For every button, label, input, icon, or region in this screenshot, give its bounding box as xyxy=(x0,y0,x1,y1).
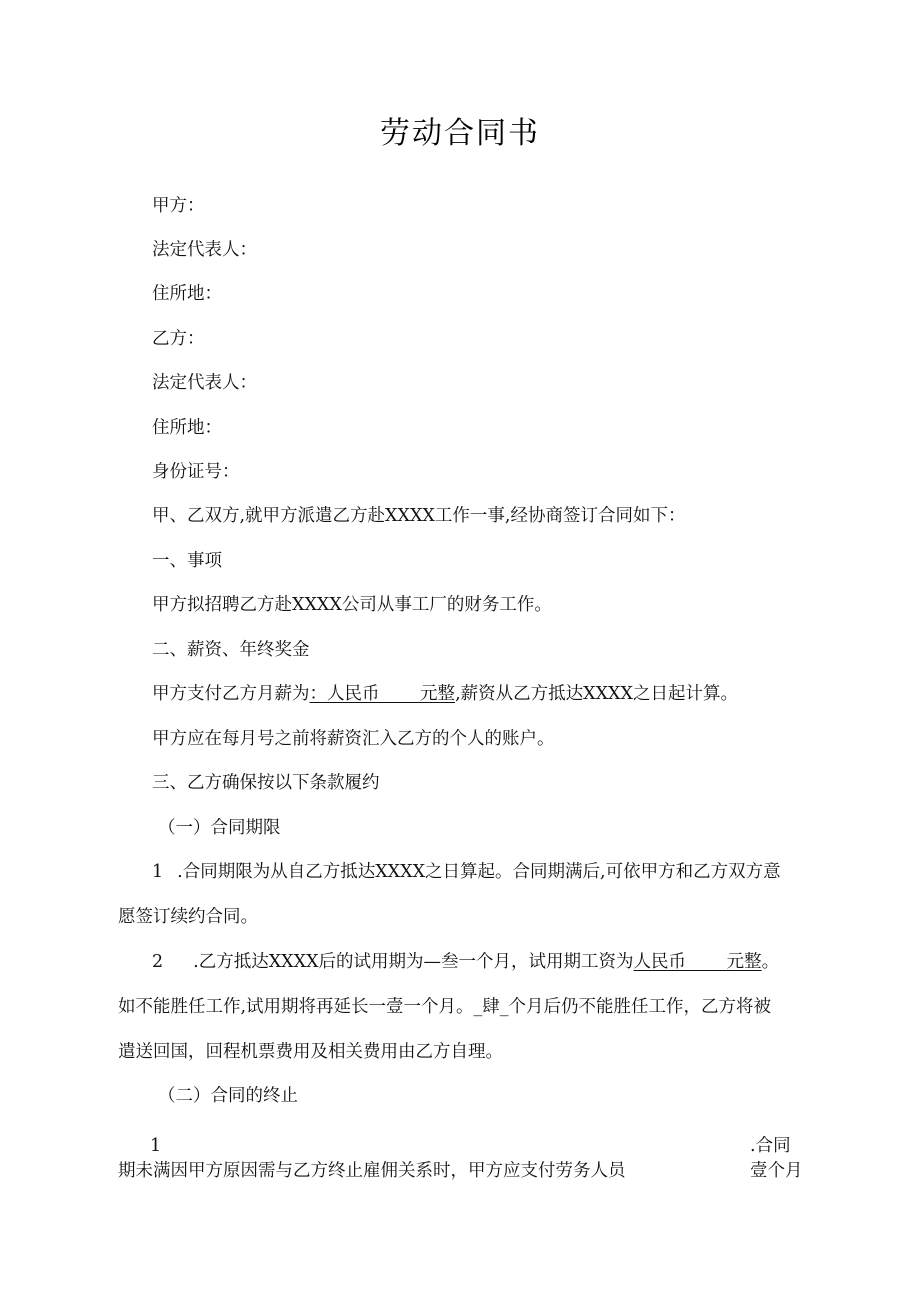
term-item-2-text: .乙方抵达XXXX后的试用期为—叁一个月，试用期工资为 xyxy=(193,952,634,972)
term-item-1-number: 1 xyxy=(152,862,164,882)
section-1-heading: 一、事项 xyxy=(152,551,222,571)
salary-amount-blank: ：人民币 元整 xyxy=(309,684,456,704)
payment-paragraph: 甲方应在每月号之前将薪资汇入乙方的个人的账户。 xyxy=(152,729,555,749)
salary-prefix: 甲方支付乙方月薪为 xyxy=(152,684,310,704)
termination-item-1-line-2-right: 壹个月 xyxy=(750,1161,803,1181)
party-b-address-label: 住所地： xyxy=(152,418,222,438)
party-b-id-label: 身份证号： xyxy=(152,462,240,482)
term-item-2-line-3: 遣送回国，回程机票费用及相关费用由乙方自理。 xyxy=(118,1042,503,1062)
term-item-2-end: 。 xyxy=(761,952,780,972)
term-item-2-line-2: 如不能胜任工作,试用期将再延长一壹一个月。_肆_个月后仍不能胜任工作，乙方将被 xyxy=(118,997,772,1017)
party-b-representative-label: 法定代表人： xyxy=(152,373,257,393)
term-item-1-line-2: 愿签订续约合同。 xyxy=(118,907,258,927)
term-item-2-line-1 xyxy=(152,954,779,972)
term-item-1-line-1 xyxy=(152,864,781,882)
term-item-2-number: 2 xyxy=(152,952,164,972)
section-2-heading: 二、薪资、年终奖金 xyxy=(152,640,310,660)
subsection-contract-term-heading: （一）合同期限 xyxy=(158,818,281,838)
termination-item-1-number: 1 xyxy=(150,1136,162,1156)
party-a-label: 甲方： xyxy=(152,196,205,216)
section-1-text: 甲方拟招聘乙方赴XXXX公司从事工厂的财务工作。 xyxy=(152,595,552,615)
party-a-address-label: 住所地： xyxy=(152,284,222,304)
section-3-heading: 三、乙方确保按以下条款履约 xyxy=(152,773,380,793)
salary-line xyxy=(152,686,738,704)
termination-item-1-text-right: .合同 xyxy=(750,1136,791,1156)
term-item-1-text: .合同期限为从自乙方抵达XXXX之日算起。合同期满后,可依甲方和乙方双方意 xyxy=(177,862,781,882)
party-a-representative-label: 法定代表人： xyxy=(152,240,257,260)
intro-paragraph: 甲、乙双方,就甲方派遣乙方赴XXXX工作一事,经协商签订合同如下： xyxy=(152,506,686,526)
party-b-label: 乙方： xyxy=(152,329,205,349)
probation-salary-blank: 人民币 元整 xyxy=(633,952,762,972)
termination-item-1-line-2: 期未满因甲方原因需与乙方终止雇佣关系时，甲方应支付劳务人员 xyxy=(118,1161,626,1181)
document-title: 劳动合同书 xyxy=(380,116,540,151)
salary-suffix: ,薪资从乙方抵达XXXX之日起计算。 xyxy=(455,684,738,704)
subsection-termination-heading: （二）合同的终止 xyxy=(158,1086,298,1106)
